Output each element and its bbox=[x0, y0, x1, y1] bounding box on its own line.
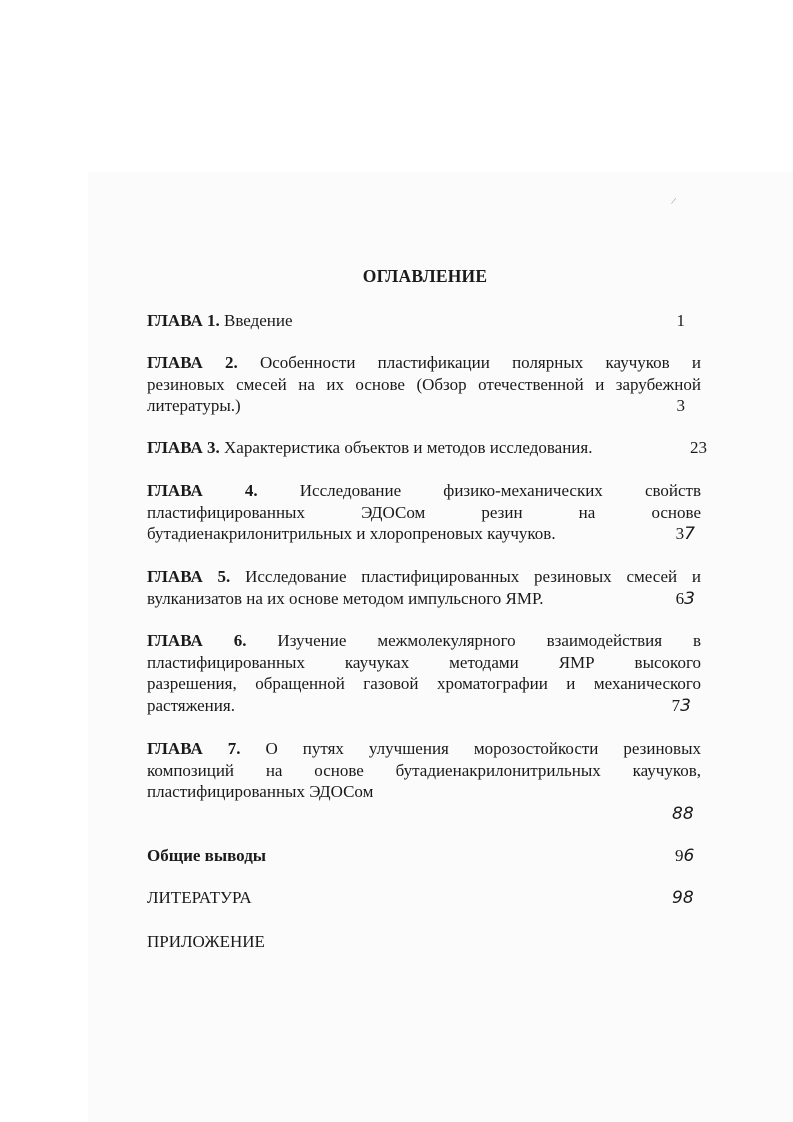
toc-entry-ch7 bbox=[147, 738, 701, 803]
chapter-label: ГЛАВА 2. bbox=[147, 353, 238, 372]
chapter-title-line2: резиновых смесей на их основе (Обзор отечественной и зарубежной bbox=[147, 374, 701, 394]
chapter-title-line2: композиций на основе бутадиенакрилонитрильных каучуков, bbox=[147, 760, 701, 780]
page-number: 73 bbox=[671, 695, 691, 716]
chapter-label: ГЛАВА 1. bbox=[147, 311, 220, 330]
handwritten-digit: 7 bbox=[684, 524, 695, 544]
page-mark: / bbox=[670, 195, 677, 208]
chapter-title-line1: Исследование пластифицированных резиновых смесей и bbox=[245, 567, 701, 586]
handwritten-digit: 3 bbox=[684, 588, 695, 609]
chapter-title-line2: пластифицированных каучуках методами ЯМР высокого bbox=[147, 652, 701, 672]
page-number: 37 bbox=[675, 524, 695, 544]
chapter-label: ГЛАВА 7. bbox=[147, 739, 241, 758]
chapter-title-line3: бутадиенакрилонитрильных и хлоропреновых каучуков. bbox=[147, 524, 556, 543]
chapter-title-line1: Изучение межмолекулярного взаимодействия в bbox=[277, 631, 701, 650]
toc-entry-ch5 bbox=[147, 566, 701, 610]
toc-entry-references: ЛИТЕРАТУРА bbox=[147, 888, 252, 907]
toc-entry-ch2 bbox=[147, 352, 701, 417]
chapter-title-line2: пластифицированных ЭДОСом резин на основе bbox=[147, 502, 701, 522]
page-number-conclusions: 96 bbox=[675, 846, 695, 866]
chapter-title-line4: растяжения. bbox=[147, 695, 235, 715]
chapter-label: ГЛАВА 3. bbox=[147, 438, 220, 457]
handwritten-digit: 6 bbox=[683, 846, 695, 866]
page-number-ch7: 88 bbox=[672, 804, 694, 824]
toc-entry-ch3 bbox=[147, 437, 707, 459]
chapter-label: ГЛАВА 4. bbox=[147, 481, 258, 500]
page-number: 63 bbox=[675, 588, 695, 609]
chapter-title-line1: Особенности пластификации полярных каучуков и bbox=[259, 353, 701, 372]
chapter-title: Характеристика объектов и методов исследования. bbox=[224, 438, 593, 457]
page-number: 23 bbox=[690, 438, 707, 457]
chapter-title-line3: литературы.) bbox=[147, 396, 241, 415]
chapter-label: ГЛАВА 5. bbox=[147, 567, 231, 586]
page-number: 1 bbox=[676, 311, 685, 330]
chapter-title-line1: Исследование физико-механических свойств bbox=[299, 481, 701, 500]
toc-entry-ch6 bbox=[147, 630, 701, 717]
chapter-title-line3: пластифицированных ЭДОСом bbox=[147, 782, 374, 801]
chapter-title-line2: вулканизатов на их основе методом импульсного ЯМР. bbox=[147, 588, 544, 608]
toc-entry-ch1 bbox=[147, 310, 701, 332]
page-number: 3 bbox=[676, 396, 685, 415]
chapter-title-line1: О путях улучшения морозостойкости резиновых bbox=[265, 739, 702, 758]
chapter-title-line3: разрешения, обращенной газовой хроматографии и механического bbox=[147, 674, 701, 693]
page-number-references: 98 bbox=[672, 888, 694, 908]
handwritten-digit: 3 bbox=[680, 695, 691, 716]
chapter-label: ГЛАВА 6. bbox=[147, 631, 247, 650]
toc-entry-ch4 bbox=[147, 480, 701, 546]
toc-entry-appendix: ПРИЛОЖЕНИЕ bbox=[147, 932, 265, 951]
chapter-title: Введение bbox=[224, 311, 293, 330]
toc-entry-conclusions: Общие выводы bbox=[147, 846, 267, 865]
page-title: ОГЛАВЛЕНИЕ bbox=[362, 266, 488, 286]
